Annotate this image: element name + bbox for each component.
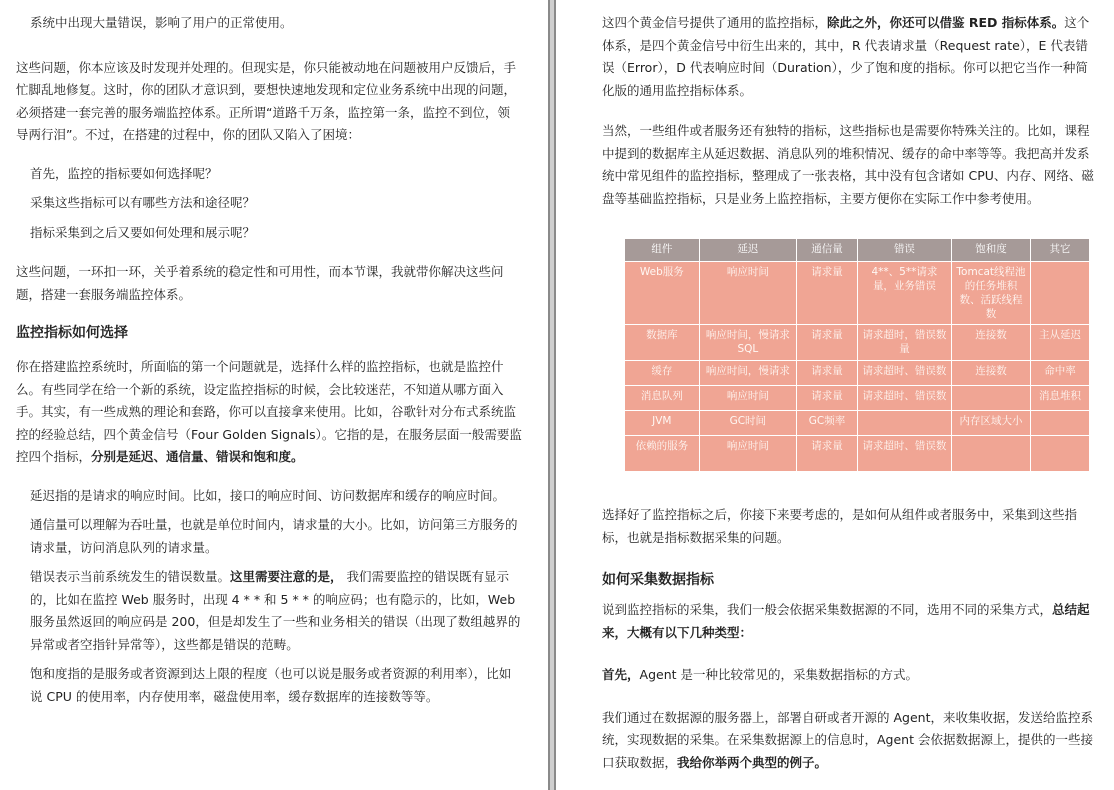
bold-text: 总结起来，大概有以下几种类型：: [602, 602, 1090, 640]
table-cell: 内存区域大小: [951, 411, 1030, 436]
table-cell: 数据库: [625, 325, 700, 361]
column-header: 错误: [858, 239, 952, 262]
text-run: 这四个黄金信号提供了通用的监控指标，: [602, 15, 828, 30]
latency-item: 延迟指的是请求的响应时间。比如，接口的响应时间、访问数据库和缓存的响应时间。: [30, 487, 506, 503]
table-cell: 消息队列: [625, 386, 700, 411]
left-page-content: [16, 12, 522, 715]
text-run: 错误表示当前系统发生的错误数量。: [30, 569, 231, 584]
table-cell: 响应时间: [699, 436, 796, 472]
table-cell: 请求量: [797, 436, 858, 472]
question-item: 首先，监控的指标要如何选择呢？: [30, 165, 218, 181]
left-page: [0, 0, 548, 790]
bold-text: 首先，: [602, 667, 640, 682]
paragraph: [602, 664, 1100, 687]
bold-text: 除此之外，你还可以借鉴 RED 指标体系。: [827, 15, 1065, 30]
text-run: 说到监控指标的采集，我们一般会依据采集数据源的不同，选用不同的采集方式，: [602, 602, 1053, 617]
column-header: 饱和度: [951, 239, 1030, 262]
text-run: 我们需要监控的错误既有显示的，比如在监控 Web 服务时，出现 4 * * 和 5 * * 的响应码；也有隐示的，比如，Web 服务虽然返回的响应码是 200，但是却发生了一些和业务相关的错误（出现了数组越界的异常或者空指针异常等），这些都是错误的范畴。: [30, 569, 521, 652]
table-cell: 请求超时、错误数: [858, 361, 952, 386]
saturation-item: 饱和度指的是服务或者资源到达上限的程度（也可以说是服务或者资源的利用率），比如说 CPU 的使用率，内存使用率，磁盘使用率，缓存数据库的连接数等等。: [30, 666, 512, 704]
table-cell: JVM: [625, 411, 700, 436]
paragraph: 选择好了监控指标之后，你接下来要考虑的，是如何从组件或者服务中，采集到这些指标，也就是指标数据采集的问题。: [602, 507, 1078, 545]
table-cell: 主从延迟: [1031, 325, 1090, 361]
table-cell: 连接数: [951, 361, 1030, 386]
table-cell: 响应时间，慢请求: [699, 361, 796, 386]
table-cell: 请求超时、错误数: [858, 436, 952, 472]
table-cell: 响应时间: [699, 386, 796, 411]
table-cell: Web服务: [625, 262, 700, 325]
paragraph: 系统中出现大量错误，影响了用户的正常使用。: [30, 15, 293, 30]
table-cell: 缓存: [625, 361, 700, 386]
paragraph: [602, 707, 1100, 775]
traffic-item: 通信量可以理解为吞吐量，也就是单位时间内，请求量的大小。比如，访问第三方服务的请求量，访问消息队列的请求量。: [30, 517, 518, 555]
table-cell: GC频率: [797, 411, 858, 436]
table-cell: 命中率: [1031, 361, 1090, 386]
table-cell: [858, 411, 952, 436]
paragraph: [602, 599, 1100, 644]
text-run: 这个体系，是四个黄金信号中衍生出来的，其中，R 代表请求量（Request rate），E 代表错误（Error），D 代表响应时间（Duration），少了饱和度的指标。你可以把它当作一种简化版的通用监控指标体系。: [602, 15, 1090, 98]
text-run: 我们通过在数据源的服务器上，部署自研或者开源的 Agent，来收集收据，发送给监控系统，实现数据的采集。在采集数据源上的信息时，Agent 会依据数据源上，提供的一些接口获取数据，: [602, 709, 1093, 770]
column-header: 其它: [1031, 239, 1090, 262]
table-cell: GC时间: [699, 411, 796, 436]
table-row: [625, 386, 1090, 411]
section-heading: 监控指标如何选择: [16, 325, 128, 341]
section-heading: 如何采集数据指标: [602, 572, 714, 588]
question-item: 采集这些指标可以有哪些方法和途径呢？: [30, 195, 256, 210]
page-divider: [548, 0, 556, 790]
text-run: Agent 是一种比较常见的，采集数据指标的方式。: [639, 667, 918, 682]
table-cell: 连接数: [951, 325, 1030, 361]
column-header: 组件: [625, 239, 700, 262]
table-cell: 响应时间，慢请求SQL: [699, 325, 796, 361]
table-row: [625, 325, 1090, 361]
text-run: 你在搭建监控系统时，所面临的第一个问题就是，选择什么样的监控指标，也就是监控什么。有些同学在给一个新的系统，设定监控指标的时候，会比较迷茫，不知道从哪方面入手。其实，有一些成熟的理论和套路，你可以直接拿来使用。比如，谷歌针对分布式系统监控的经验总结，四个黄金信号（Four Golden Signals）。它指的是，在服务层面一般需要监控四个指标，: [16, 359, 522, 464]
paragraph: [16, 356, 522, 469]
right-page: [556, 0, 1114, 790]
table-cell: [951, 386, 1030, 411]
table-row: [625, 262, 1090, 325]
table-row: [625, 361, 1090, 386]
bold-text: 分别是延迟、通信量、错误和饱和度。: [91, 449, 304, 464]
table-cell: 请求量: [797, 262, 858, 325]
table-header-row: [625, 239, 1090, 262]
table-cell: 请求量: [797, 325, 858, 361]
paragraph: 这些问题，一环扣一环，关乎着系统的稳定性和可用性，而本节课，我就带你解决这些问题，搭建一套服务端监控体系。: [16, 264, 504, 302]
table-cell: 依赖的服务: [625, 436, 700, 472]
paragraph: 这些问题，你本应该及时发现并处理的。但现实是，你只能被动地在问题被用户反馈后，手忙脚乱地修复。这时，你的团队才意识到，要想快速地发现和定位业务系统中出现的问题，必须搭建一套完善的服务端监控体系。正所谓“道路千万条，监控第一条，监控不到位，领导两行泪”。不过，在搭建的过程中，你的团队又陷入了困境：: [16, 59, 517, 142]
table-row: [625, 436, 1090, 472]
column-header: 通信量: [797, 239, 858, 262]
table-cell: 请求超时、错误数: [858, 386, 952, 411]
table-cell: 请求量: [797, 386, 858, 411]
table-cell: 请求量: [797, 361, 858, 386]
right-page-content: [602, 12, 1100, 774]
bold-text: 这里需要注意的是，: [230, 569, 343, 584]
table-cell: 响应时间: [699, 262, 796, 325]
question-item: 指标采集到之后又要如何处理和展示呢？: [30, 224, 256, 240]
bold-text: 我给你举两个典型的例子。: [677, 754, 828, 770]
paragraph: 当然，一些组件或者服务还有独特的指标，这些指标也是需要你特殊关注的。比如，课程中提到的数据库主从延迟数据、消息队列的堆积情况、缓存的命中率等等。我把高并发系统中常见组件的监控指标，整理成了一张表格，其中没有包含诸如 CPU、内存、网络、磁盘等基础监控指标，只是业务上监控指标，主要方便你在实际工作中参考使用。: [602, 123, 1094, 206]
table-cell: 4**、5**请求量，业务错误: [858, 262, 952, 325]
table-cell: [1031, 436, 1090, 472]
table-cell: [1031, 262, 1090, 325]
table-cell: 消息堆积: [1031, 386, 1090, 411]
table-row: [625, 411, 1090, 436]
table-cell: Tomcat线程池的任务堆积数、活跃线程数: [951, 262, 1030, 325]
table-cell: [951, 436, 1030, 472]
table-cell: [1031, 411, 1090, 436]
metrics-table: [624, 238, 1090, 472]
table-cell: 请求超时，错误数量: [858, 325, 952, 361]
errors-item: [16, 566, 522, 656]
paragraph: [602, 12, 1100, 102]
column-header: 延迟: [699, 239, 796, 262]
